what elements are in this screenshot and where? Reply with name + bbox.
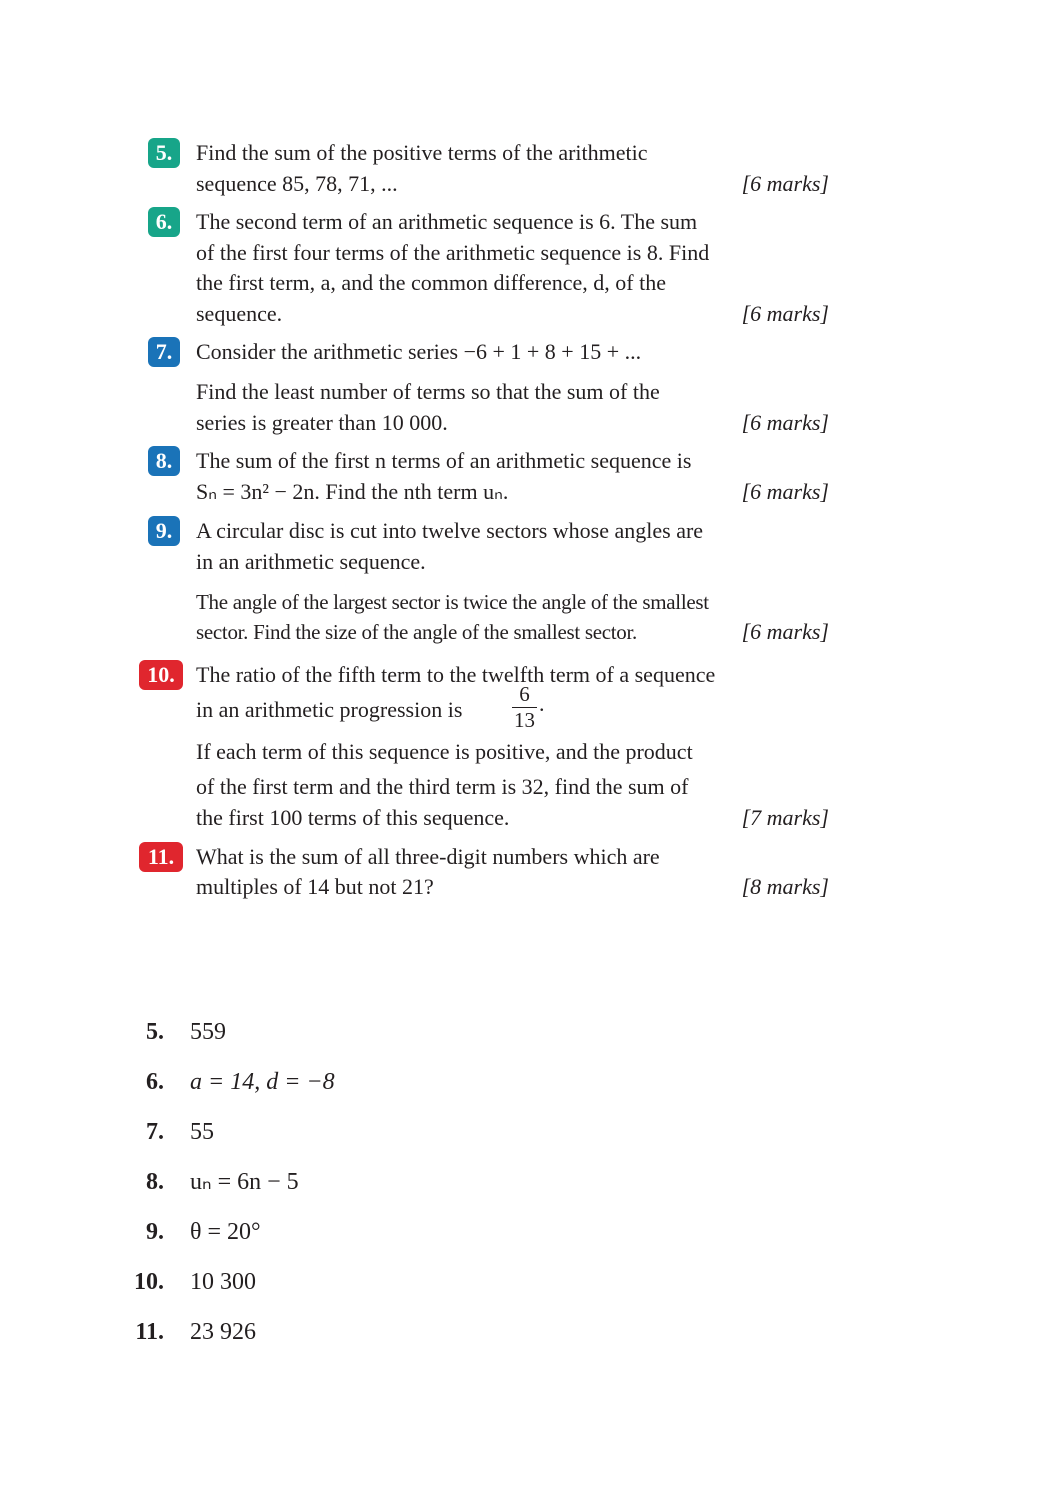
question-text-line: the first 100 terms of this sequence.	[196, 805, 510, 830]
answer-value: 559	[190, 1019, 226, 1045]
answer-number: 8.	[146, 1169, 164, 1195]
question-text-line: The second term of an arithmetic sequence is 6. The sum	[196, 209, 698, 234]
fraction-denominator: 13	[514, 708, 535, 732]
marks-label: [6 marks]	[741, 410, 829, 435]
question-text-line: sector. Find the size of the angle of the smallest sector.	[196, 620, 637, 644]
question-text-line: What is the sum of all three-digit numbers which are	[196, 844, 660, 869]
question-number-badge: 8.	[148, 446, 180, 476]
question-text-line: The angle of the largest sector is twice the angle of the smallest	[196, 590, 709, 614]
question-text-line: If each term of this sequence is positive, and the product	[196, 739, 693, 764]
marks-label: [6 marks]	[741, 619, 829, 644]
question-text-line: sequence.	[196, 301, 283, 326]
answer-number: 10.	[134, 1269, 164, 1295]
marks-label: [6 marks]	[741, 479, 829, 504]
question-number-badge: 10.	[139, 660, 183, 690]
marks-label: [8 marks]	[741, 874, 829, 899]
marks-label: [6 marks]	[741, 301, 829, 326]
answer-number: 9.	[146, 1219, 164, 1245]
answer-value: uₙ = 6n − 5	[190, 1169, 299, 1195]
answer-value: 10 300	[190, 1269, 256, 1295]
question-text-line: of the first four terms of the arithmetic sequence is 8. Find	[196, 240, 710, 265]
question-text-line: The sum of the first n terms of an arithmetic sequence is	[196, 448, 692, 473]
question-text-line: the first term, a, and the common difference, d, of the	[196, 270, 666, 295]
question-number-badge: 11.	[139, 842, 183, 872]
answer-number: 5.	[146, 1019, 164, 1045]
question-text-line: Consider the arithmetic series −6 + 1 + 8 + 15 + ...	[196, 339, 642, 364]
question-number-badge: 9.	[148, 516, 180, 546]
question-text-line: Find the sum of the positive terms of the arithmetic	[196, 140, 648, 165]
question-text-line: A circular disc is cut into twelve sectors whose angles are	[196, 518, 704, 543]
answer-value: θ = 20°	[190, 1219, 261, 1245]
question-number-badge: 7.	[148, 337, 180, 367]
question-text-line: Sₙ = 3n² − 2n. Find the nth term uₙ.	[196, 479, 509, 504]
question-text-line: sequence 85, 78, 71, ...	[196, 171, 398, 196]
answer-number: 7.	[146, 1119, 164, 1145]
question-text-line: series is greater than 10 000.	[196, 410, 448, 435]
answer-value: 23 926	[190, 1319, 256, 1345]
question-text-line: of the first term and the third term is 32, find the sum of	[196, 774, 689, 799]
question-text-line: multiples of 14 but not 21?	[196, 874, 434, 899]
answer-number: 11.	[135, 1319, 164, 1345]
question-text-line: Find the least number of terms so that the sum of the	[196, 379, 660, 404]
question-text-line: The ratio of the fifth term to the twelfth term of a sequence	[196, 662, 716, 687]
question-text-line: in an arithmetic sequence.	[196, 549, 426, 574]
answer-number: 6.	[146, 1069, 164, 1095]
question-number-badge: 6.	[148, 207, 180, 237]
marks-label: [6 marks]	[741, 171, 829, 196]
question-text-line: in an arithmetic progression is	[196, 697, 463, 722]
question-number-badge: 5.	[148, 138, 180, 168]
marks-label: [7 marks]	[741, 805, 829, 830]
fraction-numerator: 6	[512, 684, 537, 708]
answer-value: a = 14, d = −8	[190, 1069, 335, 1095]
ratio-fraction: $\frac{6}{13}$ .	[514, 682, 545, 732]
answer-value: 55	[190, 1119, 214, 1145]
